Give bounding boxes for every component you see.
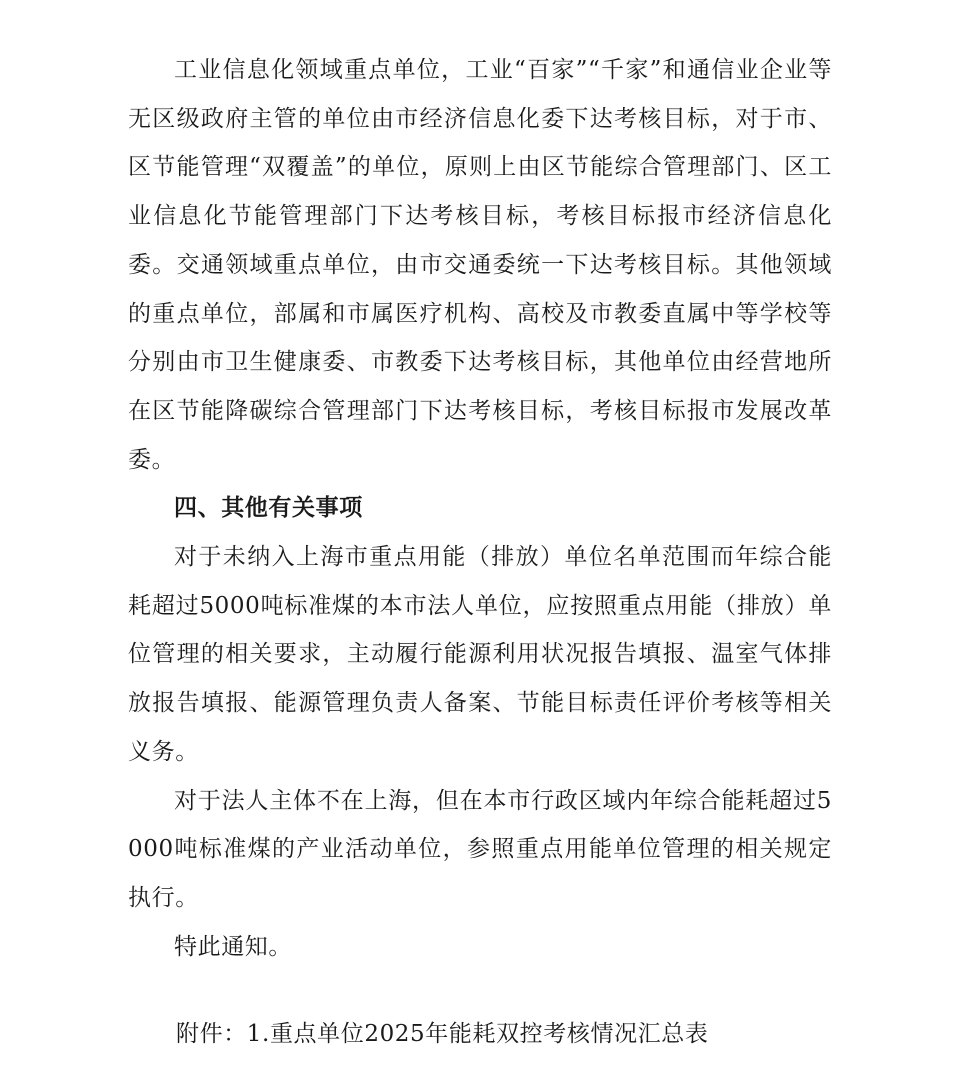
- closing-notice: 特此通知。: [174, 933, 292, 960]
- section-heading-other-matters: 四、其他有关事项: [174, 495, 363, 522]
- paragraph-assessment-targets: 工业信息化领域重点单位，工业“百家”“千家”和通信业企业等无区级政府主管的单位由市经济信息化委下达考核目标，对于市、区节能管理“双覆盖”的单位，原则上由区节能综合管理部门、区工业信息化节能管理部门下达考核目标，考核目标报市经济信息化委。交通领域重点单位，由市交通委统一下达考核目标。其他领域的重点单位，部属和市属医疗机构、高校及市教委直属中等学校等分别由市卫生健康委、市教委下达考核目标，其他单位由经营地所在区节能降碳综合管理部门下达考核目标，考核目标报市发展改革委。: [128, 57, 832, 473]
- paragraph-non-listed-units: 对于未纳入上海市重点用能（排放）单位名单范围而年综合能耗超过5000吨标准煤的本市法人单位，应按照重点用能（排放）单位管理的相关要求，主动履行能源利用状况报告填报、温室气体排放报告填报、能源管理负责人备案、节能目标责任评价考核等相关义务。: [128, 544, 832, 765]
- paragraph-industrial-activity-units: 对于法人主体不在上海，但在本市行政区域内年综合能耗超过5000吨标准煤的产业活动单位，参照重点用能单位管理的相关规定执行。: [128, 787, 832, 911]
- attachment-line: 附件：1.重点单位2025年能耗双控考核情况汇总表: [176, 1021, 709, 1047]
- document-body: [128, 46, 832, 971]
